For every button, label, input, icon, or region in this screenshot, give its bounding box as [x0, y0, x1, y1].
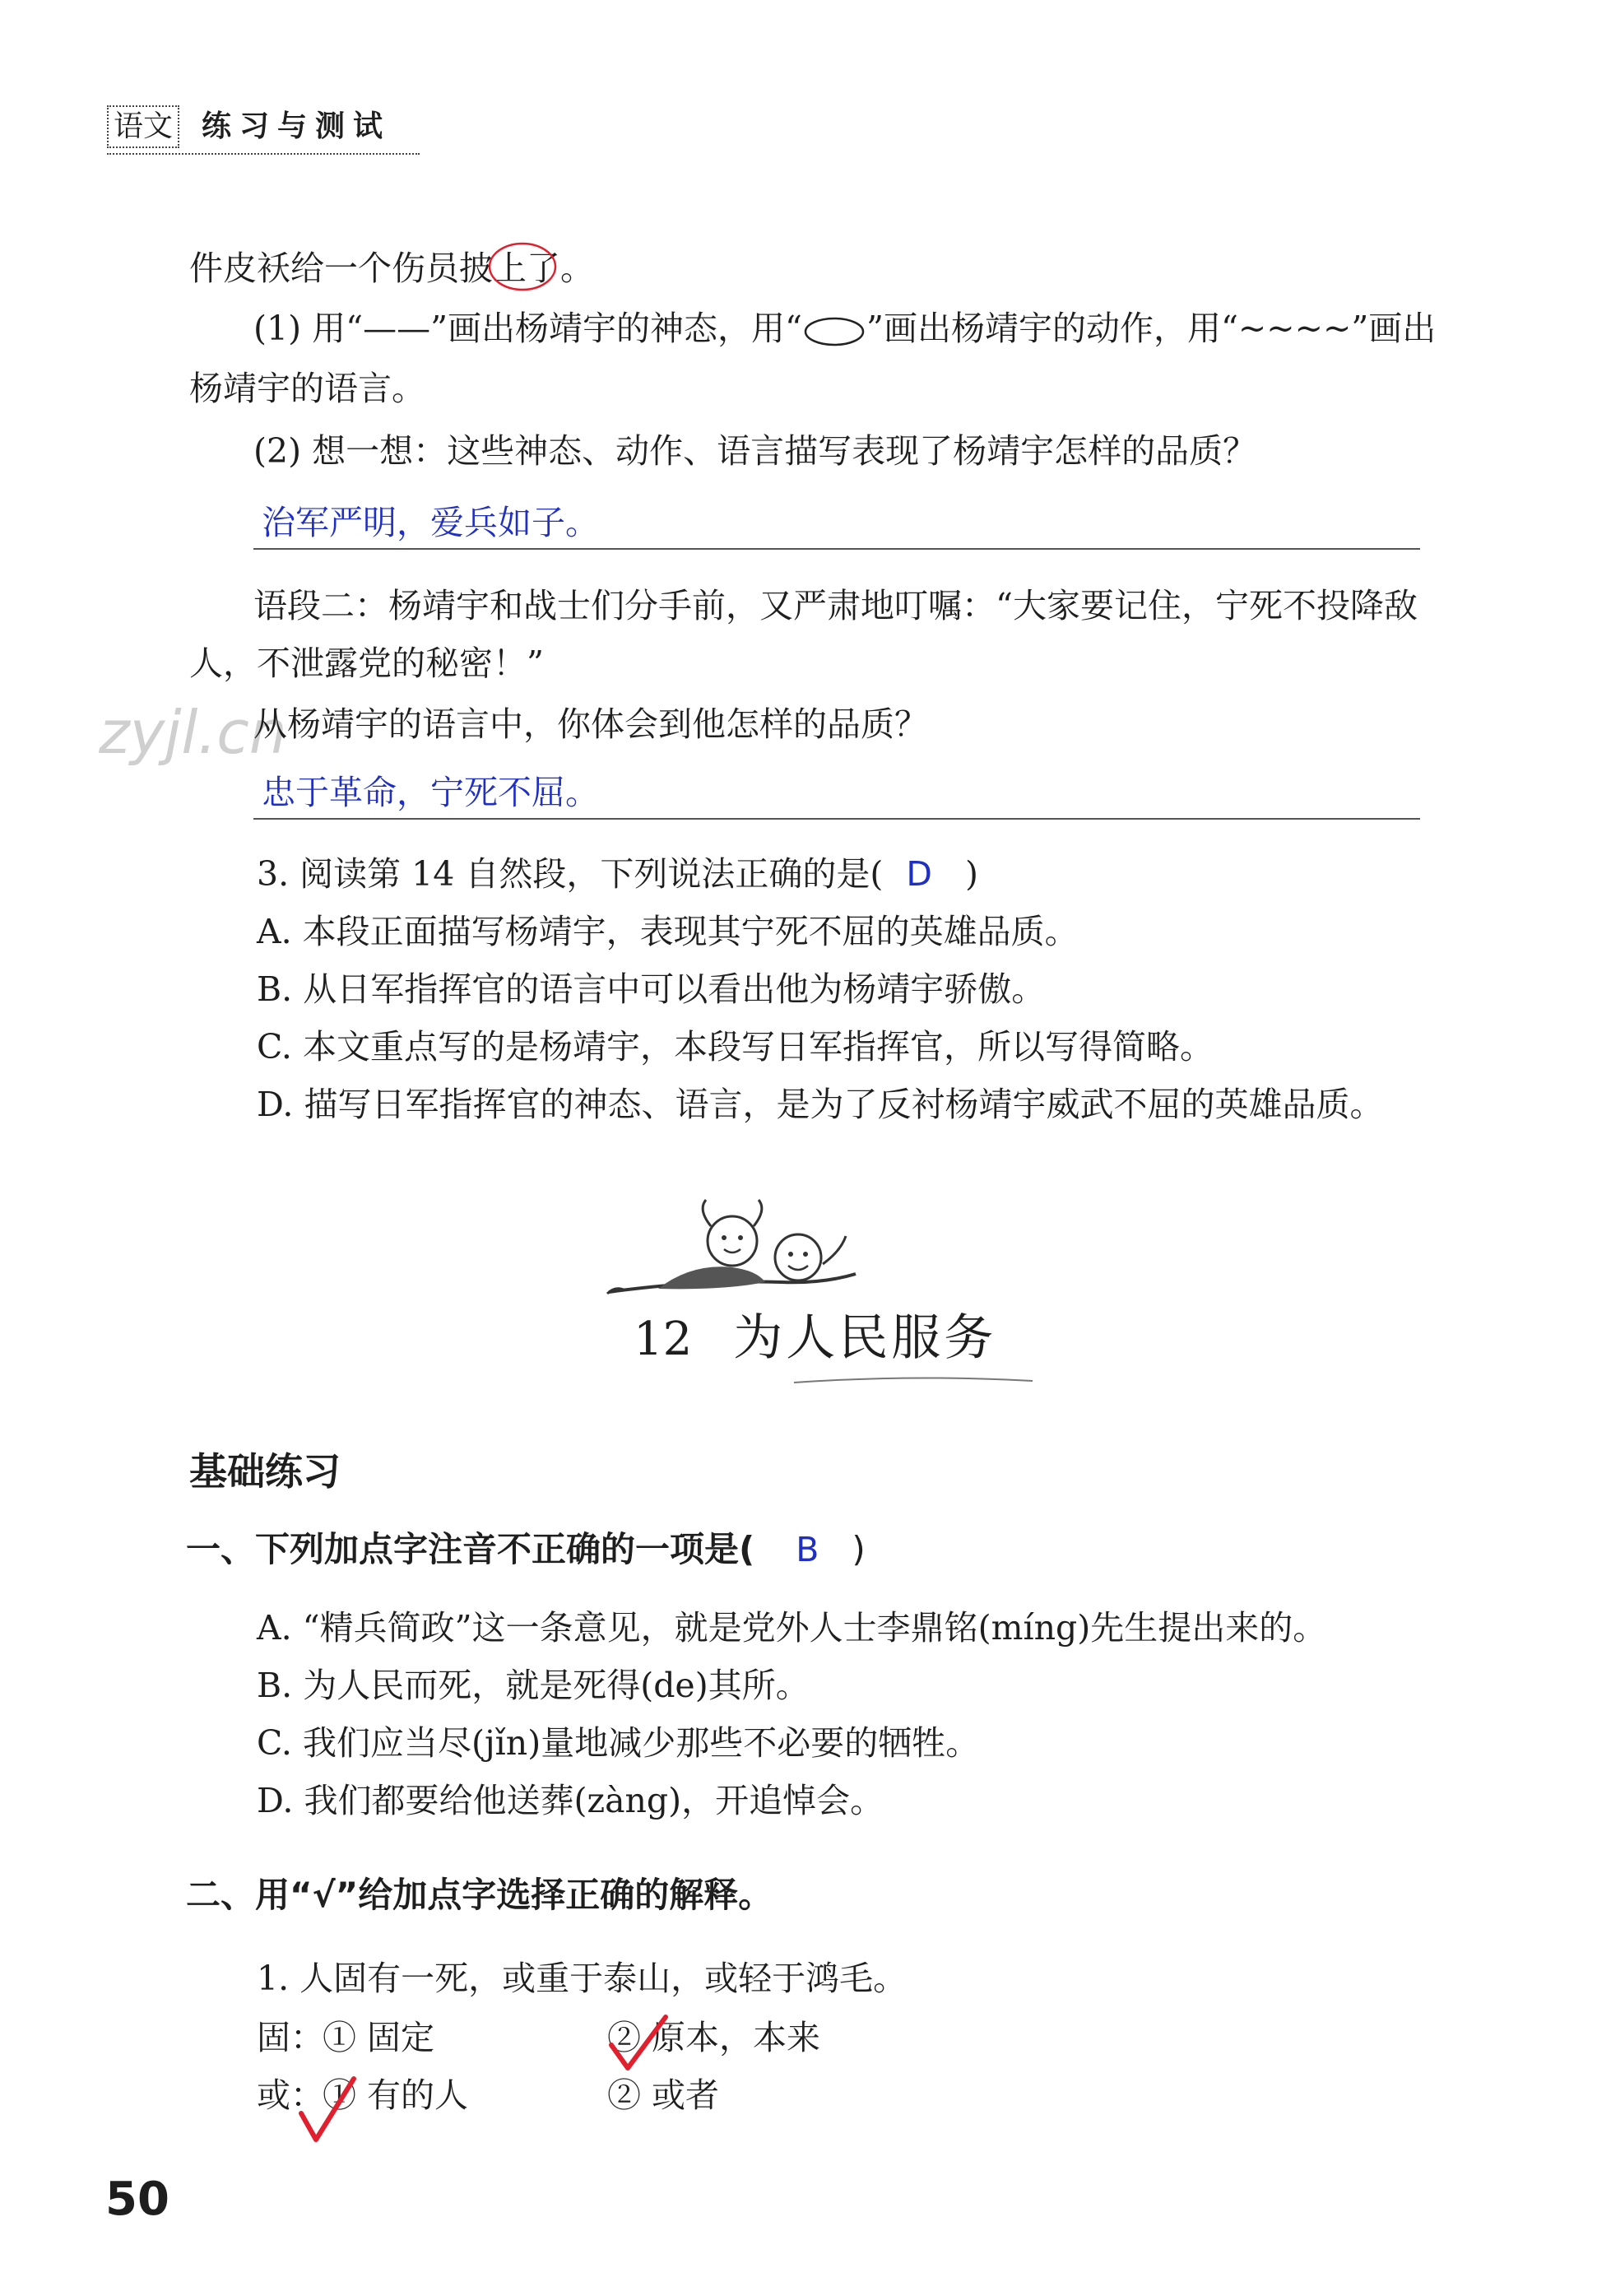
huo-option-1: ① 有的人 — [323, 2075, 469, 2115]
question-3-option: A. 本段正面描写杨靖宇，表现其宁死不屈的英雄品质。 — [257, 912, 1079, 951]
ellipse-symbol — [802, 315, 866, 348]
passage-fragment: 件皮袄给一个伤员披上了。 — [189, 249, 594, 288]
gu-label: 固： — [257, 2018, 324, 2057]
huo-label: 或： — [257, 2075, 324, 2115]
lesson-title — [634, 1299, 996, 1369]
answer-line — [253, 548, 1420, 550]
gu-option-1: ① 固定 — [323, 2018, 435, 2057]
part-2-sentence: 1. 人固有一死，或重于泰山，或轻于鸿毛。 — [257, 1959, 908, 1998]
answer-segment-2: 忠于革命，宁死不屈。 — [262, 773, 599, 812]
question-1-1-part1: (1) 用“——”画出杨靖宇的神态，用“ — [253, 309, 802, 348]
segment-2-question: 从杨靖宇的语言中，你体会到他怎样的品质？ — [253, 704, 928, 744]
question-3-answer: D — [906, 854, 932, 894]
check-mark-icon — [295, 2074, 360, 2148]
question-1-1 — [253, 309, 1436, 349]
circle-mark — [485, 239, 559, 296]
segment-2-line-2: 人，不泄露党的秘密！” — [189, 644, 544, 683]
title-underline — [790, 1373, 1037, 1389]
part-1-stem — [186, 1522, 866, 1572]
question-3-option: D. 描写日军指挥官的神态、语言，是为了反衬杨靖宇威武不屈的英雄品质。 — [257, 1085, 1384, 1124]
answer-1-2: 治军严明，爱兵如子。 — [262, 503, 599, 542]
segment-2-line-1: 语段二：杨靖宇和战士们分手前，又严肃地叮嘱：“大家要记住，宁死不投降敌 — [253, 586, 1418, 625]
gu-option-2: ② 原本，本来 — [607, 2018, 821, 2057]
part-2-stem: 二、用“√”给加点字选择正确的解释。 — [186, 1875, 773, 1915]
page-header — [107, 105, 420, 155]
lesson-name: 为人民服务 — [733, 1309, 997, 1367]
part-1-option: C. 我们应当尽(jǐn)量地减少那些不必要的牺牲。 — [257, 1723, 980, 1763]
question-1-1-continued: 杨靖宇的语言。 — [189, 369, 425, 408]
subject-label: 语文 — [107, 105, 179, 148]
question-3-text: 3. 阅读第 14 自然段，下列说法正确的是( — [257, 854, 884, 894]
series-title: 练习与测试 — [202, 109, 392, 143]
answer-line — [253, 818, 1420, 820]
part-1-close: ) — [852, 1529, 866, 1569]
question-1-1-part2: ”画出杨靖宇的动作，用“~~~~”画出 — [866, 309, 1437, 348]
lesson-number: 12 — [634, 1313, 693, 1366]
page-number: 50 — [105, 2173, 169, 2226]
question-3-option: B. 从日军指挥官的语言中可以看出他为杨靖宇骄傲。 — [257, 969, 1046, 1009]
check-mark-icon — [605, 2012, 671, 2078]
part-1-text: 一、下列加点字注音不正确的一项是( — [186, 1529, 755, 1569]
watermark: zyjl.cn — [99, 698, 287, 767]
question-3-option: C. 本文重点写的是杨靖宇，本段写日军指挥官，所以写得简略。 — [257, 1027, 1214, 1067]
huo-option-2: ② 或者 — [607, 2075, 720, 2115]
question-1-2: (2) 想一想：这些神态、动作、语言描写表现了杨靖宇怎样的品质？ — [253, 431, 1257, 471]
part-1-answer: B — [796, 1530, 819, 1569]
part-1-option: D. 我们都要给他送葬(zàng)，开追悼会。 — [257, 1781, 884, 1820]
section-title: 基础练习 — [189, 1449, 341, 1494]
question-3-close: ) — [964, 854, 978, 894]
part-1-option: A. “精兵简政”这一条意见，就是党外人士李鼎铭(míng)先生提出来的。 — [257, 1608, 1327, 1648]
question-3-stem — [257, 854, 978, 895]
part-1-option: B. 为人民而死，就是死得(de)其所。 — [257, 1666, 810, 1705]
